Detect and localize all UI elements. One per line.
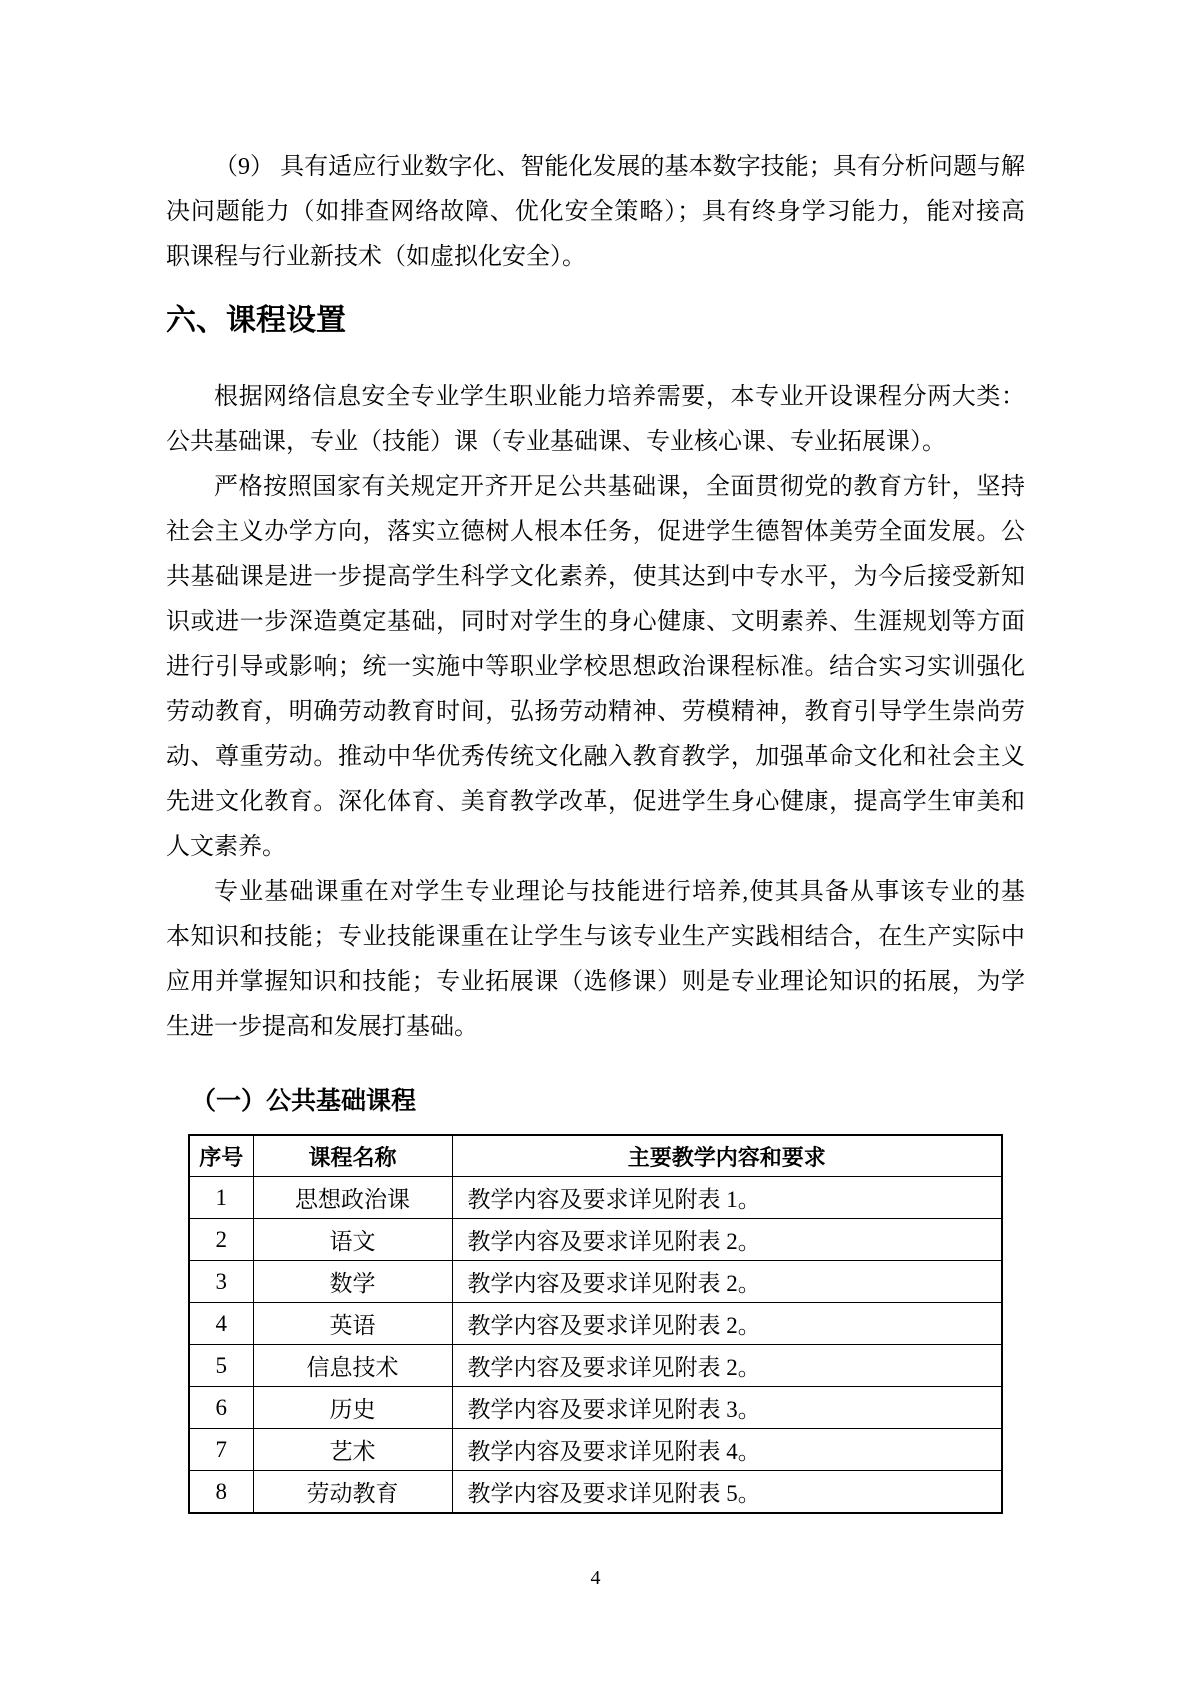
paragraph-public-basic-courses xyxy=(166,465,1025,870)
col-header-content: 主要教学内容和要求 xyxy=(452,1135,1002,1177)
paragraph-course-categories xyxy=(166,375,1025,465)
paragraph-line: 职课程与行业新技术（如虚拟化安全）。 xyxy=(166,244,586,270)
paragraph-line: 识或进一步深造奠定基础，同时对学生的身心健康、文明素养、生涯规划等方面 xyxy=(166,609,1025,635)
cell-course-content: 教学内容及要求详见附表 2。 xyxy=(452,1303,1002,1345)
paragraph-line: 共基础课是进一步提高学生科学文化素养，使其达到中专水平，为今后接受新知 xyxy=(166,564,1025,590)
paragraph-line: 动、尊重劳动。推动中华优秀传统文化融入教育教学，加强革命文化和社会主义 xyxy=(166,744,1025,770)
paragraph-line: 应用并掌握知识和技能；专业拓展课（选修课）则是专业理论知识的拓展，为学 xyxy=(166,969,1025,995)
cell-course-name: 劳动教育 xyxy=(253,1471,452,1514)
cell-index: 7 xyxy=(189,1429,253,1471)
cell-index: 8 xyxy=(189,1471,253,1514)
cell-index: 3 xyxy=(189,1261,253,1303)
cell-course-content: 教学内容及要求详见附表 4。 xyxy=(452,1429,1002,1471)
table-row xyxy=(189,1429,1002,1471)
paragraph-line: 根据网络信息安全专业学生职业能力培养需要，本专业开设课程分两大类： xyxy=(214,384,1025,410)
cell-course-name: 数学 xyxy=(253,1261,452,1303)
cell-index: 1 xyxy=(189,1177,253,1219)
table-row xyxy=(189,1303,1002,1345)
cell-course-content: 教学内容及要求详见附表 5。 xyxy=(452,1471,1002,1514)
cell-course-content: 教学内容及要求详见附表 1。 xyxy=(452,1177,1002,1219)
table-body xyxy=(189,1177,1002,1514)
paragraph-line: 劳动教育，明确劳动教育时间，弘扬劳动精神、劳模精神，教育引导学生崇尚劳 xyxy=(166,699,1025,725)
subsection-heading: （一）公共基础课程 xyxy=(191,1087,417,1115)
col-header-index: 序号 xyxy=(189,1135,253,1177)
paragraph-line: 生进一步提高和发展打基础。 xyxy=(166,1014,478,1040)
cell-course-name: 信息技术 xyxy=(253,1345,452,1387)
table-row xyxy=(189,1177,1002,1219)
col-header-course-name: 课程名称 xyxy=(253,1135,452,1177)
paragraph-line: 专业基础课重在对学生专业理论与技能进行培养,使其具备从事该专业的基 xyxy=(214,879,1025,905)
paragraph-item-9 xyxy=(166,145,1025,280)
cell-course-name: 艺术 xyxy=(253,1429,452,1471)
cell-index: 6 xyxy=(189,1387,253,1429)
table-header-row xyxy=(189,1135,1002,1177)
paragraph-line: 社会主义办学方向，落实立德树人根本任务，促进学生德智体美劳全面发展。公 xyxy=(166,519,1025,545)
table-row xyxy=(189,1261,1002,1303)
paragraph-line: 进行引导或影响；统一实施中等职业学校思想政治课程标准。结合实习实训强化 xyxy=(166,654,1025,680)
paragraph-line: 公共基础课，专业（技能）课（专业基础课、专业核心课、专业拓展课）。 xyxy=(166,429,946,455)
table-row xyxy=(189,1471,1002,1514)
table-row xyxy=(189,1387,1002,1429)
paragraph-line: 严格按照国家有关规定开齐开足公共基础课，全面贯彻党的教育方针，坚持 xyxy=(214,474,1025,500)
cell-course-content: 教学内容及要求详见附表 2。 xyxy=(452,1345,1002,1387)
paragraph-line: 人文素养。 xyxy=(166,834,286,860)
public-courses-table xyxy=(188,1134,1003,1514)
cell-course-name: 思想政治课 xyxy=(253,1177,452,1219)
paragraph-line: （9） 具有适应行业数字化、智能化发展的基本数字技能；具有分析问题与解 xyxy=(214,154,1025,180)
paragraph-line: 决问题能力（如排查网络故障、优化安全策略）；具有终身学习能力，能对接高 xyxy=(166,199,1025,225)
section-heading: 六、课程设置 xyxy=(166,304,346,337)
paragraph-line: 本知识和技能；专业技能课重在让学生与该专业生产实践相结合，在生产实际中 xyxy=(166,924,1025,950)
table-row xyxy=(189,1219,1002,1261)
cell-course-content: 教学内容及要求详见附表 2。 xyxy=(452,1219,1002,1261)
cell-index: 4 xyxy=(189,1303,253,1345)
table-row xyxy=(189,1345,1002,1387)
cell-course-content: 教学内容及要求详见附表 2。 xyxy=(452,1261,1002,1303)
cell-course-name: 历史 xyxy=(253,1387,452,1429)
cell-course-name: 语文 xyxy=(253,1219,452,1261)
cell-course-content: 教学内容及要求详见附表 3。 xyxy=(452,1387,1002,1429)
cell-index: 5 xyxy=(189,1345,253,1387)
paragraph-major-courses xyxy=(166,870,1025,1050)
cell-index: 2 xyxy=(189,1219,253,1261)
paragraph-line: 先进文化教育。深化体育、美育教学改革，促进学生身心健康，提高学生审美和 xyxy=(166,789,1025,815)
page-number: 4 xyxy=(590,1567,601,1589)
cell-course-name: 英语 xyxy=(253,1303,452,1345)
